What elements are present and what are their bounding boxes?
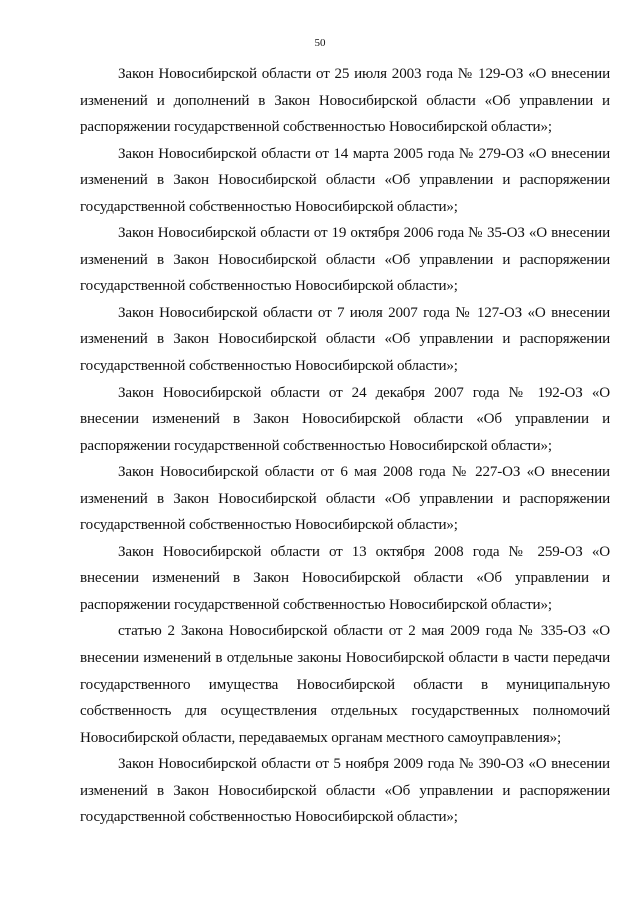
- law-list-item: статью 2 Закона Новосибирской области от 2 мая 2009 года № 335-ОЗ «О внесении изменений в отдельные законы Новосибирской области в части передачи государственного имущества Новосибирской области в муниципальную собственность для осуществления отдельных государственных полномочий Новосибирской области, передаваемых органам местного самоуправления»;: [80, 623, 610, 746]
- law-list-item: Закон Новосибирской области от 24 декабря 2007 года № 192-ОЗ «О внесении изменений в Закон Новосибирской области «Об управлении и распоряжении государственной собственностью Новосибирской области»;: [80, 384, 610, 454]
- law-list-item: Закон Новосибирской области от 5 ноября 2009 года № 390-ОЗ «О внесении изменений в Закон Новосибирской области «Об управлении и распоряжении государственной собственностью Новосибирской области»;: [80, 756, 610, 826]
- law-list-item: Закон Новосибирской области от 14 марта 2005 года № 279-ОЗ «О внесении изменений в Закон Новосибирской области «Об управлении и распоряжении государственной собственностью Новосибирской области»;: [80, 145, 610, 215]
- document-body: [80, 61, 610, 831]
- law-list-item: Закон Новосибирской области от 6 мая 2008 года № 227-ОЗ «О внесении изменений в Закон Новосибирской области «Об управлении и распоряжении государственной собственностью Новосибирской области»;: [80, 464, 610, 534]
- law-list-item: Закон Новосибирской области от 13 октября 2008 года № 259-ОЗ «О внесении изменений в Закон Новосибирской области «Об управлении и распоряжении государственной собственностью Новосибирской области»;: [80, 543, 610, 613]
- page-number: 50: [314, 37, 326, 49]
- law-list-item: Закон Новосибирской области от 25 июля 2003 года № 129-ОЗ «О внесении изменений и дополнений в Закон Новосибирской области «Об управлении и распоряжении государственной собственностью Новосибирской области»;: [80, 66, 610, 136]
- law-list-item: Закон Новосибирской области от 7 июля 2007 года № 127-ОЗ «О внесении изменений в Закон Новосибирской области «Об управлении и распоряжении государственной собственностью Новосибирской области»;: [80, 304, 610, 375]
- law-list-item: Закон Новосибирской области от 19 октября 2006 года № 35-ОЗ «О внесении изменений в Закон Новосибирской области «Об управлении и распоряжении государственной собственностью Новосибирской области»;: [80, 225, 610, 295]
